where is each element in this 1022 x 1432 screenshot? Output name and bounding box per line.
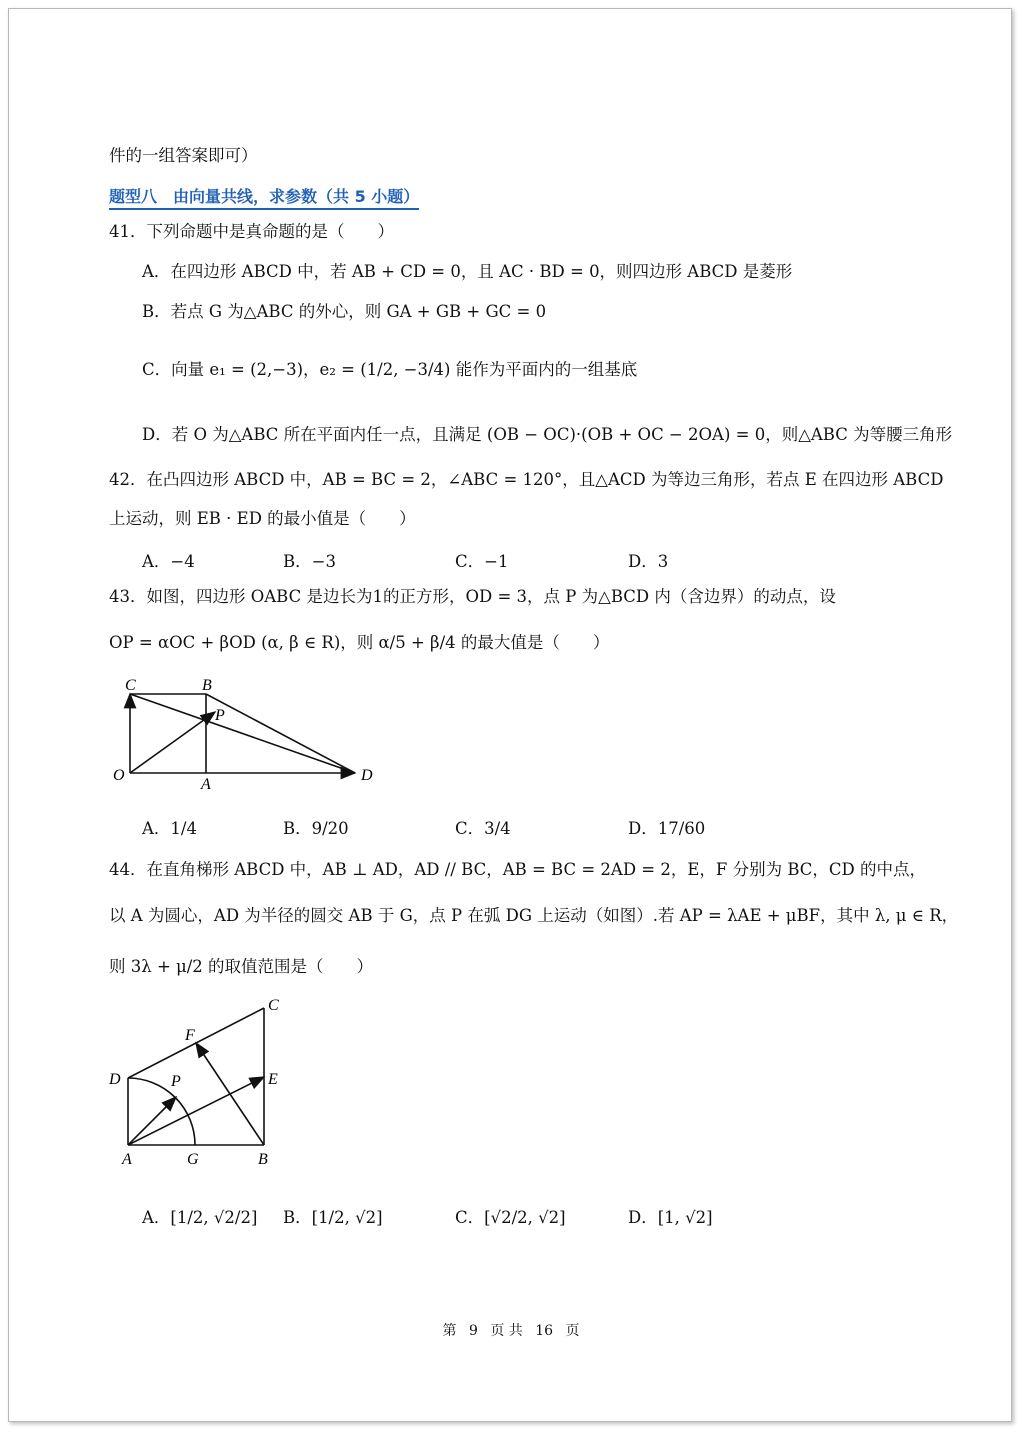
q42-stem-line2: 上运动，则 EB · ED 的最小值是（ ） [109, 509, 416, 528]
label-a: A [122, 1151, 132, 1168]
vector-ae [128, 1077, 264, 1145]
continuation-text: 件的一组答案即可） [109, 146, 258, 165]
label-e: E [268, 1071, 278, 1088]
label-d: D [361, 767, 373, 784]
q43-figure [105, 668, 385, 798]
q43-stem-line1: 43．如图，四边形 OABC 是边长为1的正方形，OD = 3，点 P 为△BCD 内（含边界）的动点，设 [109, 587, 836, 606]
q44-option-b: B．[1/2, √2] [283, 1208, 383, 1227]
label-g: G [187, 1151, 199, 1168]
q44-option-d: D．[1, √2] [628, 1208, 713, 1227]
q43-option-a: A．1/4 [142, 819, 197, 838]
vector-op [130, 712, 215, 773]
q44-option-c: C．[√2/2, √2] [455, 1208, 566, 1227]
label-f: F [185, 1027, 195, 1044]
label-d: D [109, 1071, 121, 1088]
q41-stem: 41．下列命题中是真命题的是（ ） [109, 222, 394, 241]
q44-figure [100, 990, 320, 1175]
section-title: 题型八 由向量共线，求参数（共 5 小题） [109, 184, 419, 210]
q44-option-a: A．[1/2, √2/2] [142, 1208, 258, 1227]
q42-option-b: B．−3 [283, 552, 336, 571]
label-p: P [215, 707, 225, 724]
label-o: O [113, 767, 125, 784]
footer-suffix: 页 [565, 1323, 580, 1339]
q44-stem-line2: 以 A 为圆心，AD 为半径的圆交 AB 于 G，点 P 在弧 DG 上运动（如图）.若 AP = λAE + μBF，其中 λ, μ ∈ R， [109, 906, 959, 925]
vector-ap [128, 1097, 176, 1145]
q44-stem-line3: 则 3λ + μ/2 的取值范围是（ ） [109, 957, 374, 976]
q43-stem-line2: OP = αOC + βOD (α, β ∈ R)，则 α/5 + β/4 的最大值是（ ） [109, 633, 610, 652]
q41-option-d: D．若 O 为△ABC 所在平面内任一点，且满足 (OB − OC)·(OB + OC − 2OA) = 0，则△ABC 为等腰三角形 [142, 425, 953, 444]
q44-stem-line1: 44．在直角梯形 ABCD 中，AB ⊥ AD，AD // BC，AB = BC = 2AD = 2，E，F 分别为 BC，CD 的中点， [109, 860, 927, 879]
label-c: C [125, 677, 136, 694]
label-b: B [202, 677, 212, 694]
segment-cd [130, 694, 355, 773]
q42-stem-line1: 42．在凸四边形 ABCD 中，AB = BC = 2，∠ABC = 120°，且△ACD 为等边三角形，若点 E 在四边形 ABCD [109, 470, 944, 489]
q41-option-a: A．在四边形 ABCD 中，若 AB + CD = 0，且 AC · BD = 0，则四边形 ABCD 是菱形 [142, 262, 793, 281]
footer-prefix: 第 [442, 1323, 457, 1339]
label-c: C [268, 997, 279, 1014]
q42-option-c: C．−1 [455, 552, 509, 571]
segment-bd [206, 694, 355, 773]
total-pages: 16 [535, 1323, 554, 1339]
q43-option-d: D．17/60 [628, 819, 706, 838]
q43-option-c: C．3/4 [455, 819, 511, 838]
label-a: A [201, 776, 211, 793]
label-b: B [258, 1151, 268, 1168]
page-number: 9 [468, 1323, 478, 1339]
q41-option-c: C．向量 e₁ = (2,−3)，e₂ = (1/2, −3/4) 能作为平面内的一组基底 [142, 360, 638, 379]
q43-option-b: B．9/20 [283, 819, 349, 838]
label-p: P [171, 1073, 181, 1090]
page-footer [0, 1320, 1022, 1340]
q42-option-d: D．3 [628, 552, 669, 571]
footer-mid: 页 共 [490, 1323, 523, 1339]
q41-option-b: B．若点 G 为△ABC 的外心，则 GA + GB + GC = 0 [142, 302, 547, 321]
q42-option-a: A．−4 [142, 552, 195, 571]
vector-bf [196, 1043, 264, 1145]
